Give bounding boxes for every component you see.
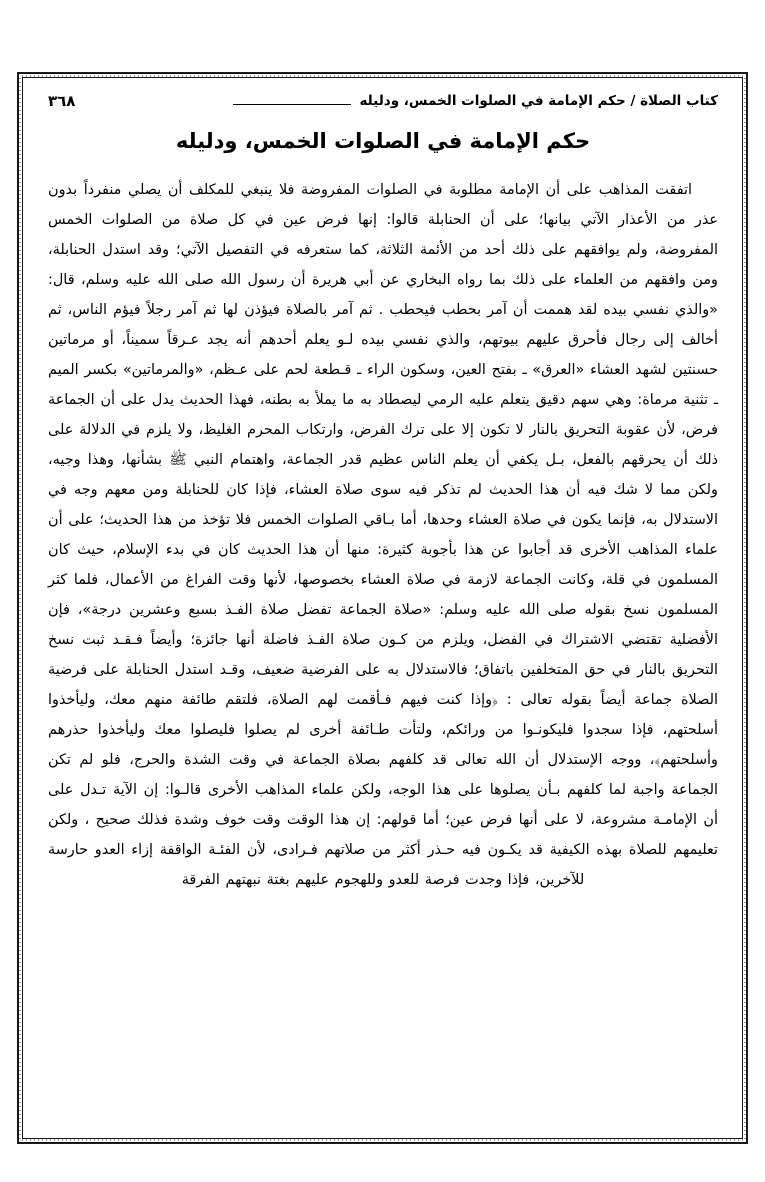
running-head <box>48 92 718 110</box>
running-head-rule <box>233 104 351 105</box>
body-text <box>48 175 718 895</box>
page-title: حكم الإمامة في الصلوات الخمس، ودليله <box>175 129 591 153</box>
page-border-ornament-top <box>22 75 743 77</box>
page-border-ornament-left <box>19 77 21 1139</box>
page-border-ornament-right <box>744 77 746 1139</box>
running-head-text: كتاب الصلاة / حكم الإمامة في الصلوات الخمس، ودليله <box>359 93 718 109</box>
body-paragraph: اتفقت المذاهب على أن الإمامة مطلوبة في الصلوات المفروضة فلا ينبغي للمكلف أن يصلي منفرداً بدون عذر من الأعذار الآتي بيانها؛ على أن الحنابلة قالوا: إنها فرض عين في كل صلاة من الصلوات الخمس المفروضة، ولم يوافقهم على ذلك أحد من الأئمة الثلاثة، كما ستعرفه في التفصيل الآتي؛ وقد استدل الحنابلة، ومن وافقهم من العلماء على ذلك بما رواه البخاري عن أبي هريرة أن رسول الله صلى الله عليه وسلم، قال: «والذي نفسي بيده لقد هممت أن آمر بحطب فيحطب . ثم آمر بالصلاة فيؤذن لها ثم آمر رجلاً فيؤم الناس، ثم أخالف إلى رجال فأحرق عليهم بيوتهم، والذي نفسي بيده لـو يعلم أحدهم أنه يجد عـرقاً سميناً، أو مرماتين حسنتين لشهد العشاء «العرق» ـ بفتح العين، وسكون الراء ـ قـطعة لحم على عـظم، «والمرماتين» بكسر الميم ـ تثنية مرماة: وهي سهم دقيق يتعلم عليه الرمي ليصطاد به ما يملأ به بطنه، فهذا الحديث يدل على أن الجماعة فرض، لأن عقوبة التحريق بالنار لا تكون إلا على ترك الفرض، وارتكاب المحرم الغليظ، ولا يلزم في الدلالة على ذلك أن يحرقهم بالفعل، بـل يكفي أن يعلم الناس عظيم قدر الجماعة، واهتمام النبي ﷺ بشأنها، وهذا وجيه، ولكن مما لا شك فيه أن هذا الحديث لم تذكر فيه سوى صلاة العشاء، فإذا كان للحنابلة ومن معهم وجه في الاستدلال به، فإنما يكون في صلاة العشاء وحدها، أما بـاقي الصلوات الخمس فلا تؤخذ من هذا الحديث؛ على أن علماء المذاهب الأخرى قد أجابوا عن هذا بأجوبة كثيرة: منها أن هذا الحديث كان في بدء الإسلام، حيث كان المسلمون في قلة، وكانت الجماعة لازمة في صلاة العشاء بخصوصها، لأنها وقت الفراغ من الأعمال، فلما كثر المسلمون نسخ بقوله صلى الله عليه وسلم: «صلاة الجماعة تفضل صلاة الفـذ بسبع وعشرين درجة»، فإن الأفضلية تقتضي الاشتراك في الفضل، ويلزم من كـون صلاة الفـذ فاضلة أنها جائزة؛ وأيضاً فـقـد ثبت نسخ التحريق بالنار في حق المتخلفين باتفاق؛ فالاستدلال به على الفرضية ضعيف، وقـد استدل الحنابلة على فرضية الصلاة جماعة أيضاً بقوله تعالى : ﴿وإذا كنت فيهم فـأقمت لهم الصلاة، فلتقم طائفة منهم معك، وليأخذوا أسلحتهم، فإذا سجدوا فليكونـوا من ورائكم، ولتأت طـائفة أخرى لم يصلوا فليصلوا معك وليأخذوا حذرهم وأسلحتهم﴾، ووجه الإستدلال أن الله تعالى قد كلفهم بصلاة الجماعة في وقت الشدة والحرج، فلو لم تكن الجماعة واجبة لما كلفهم بـأن يصلوها على هذا الوجه، ولكن علماء المذاهب الأخرى قالـوا: إن الآية تـدل على أن الإمامـة مشروعة، لا على أنها فرض عين؛ أما قولهم: إن هذا الوقت وقت خوف وشدة فذلك صحيح ، ولكن تعليمهم للصلاة بهذه الكيفية قد يكـون فيه حـذر أكثر من صلاتهم فـرادى، لأن الفئـة الواقفة إزاء العدو حارسة للآخرين، فإذا وجدت فرصة للعدو وللهجوم عليهم بغتة نبهتهم الفرقة <box>48 182 718 889</box>
page-content <box>48 92 718 895</box>
page-border-ornament-bottom <box>22 1139 743 1141</box>
page-number: ٣٦٨ <box>48 92 76 110</box>
